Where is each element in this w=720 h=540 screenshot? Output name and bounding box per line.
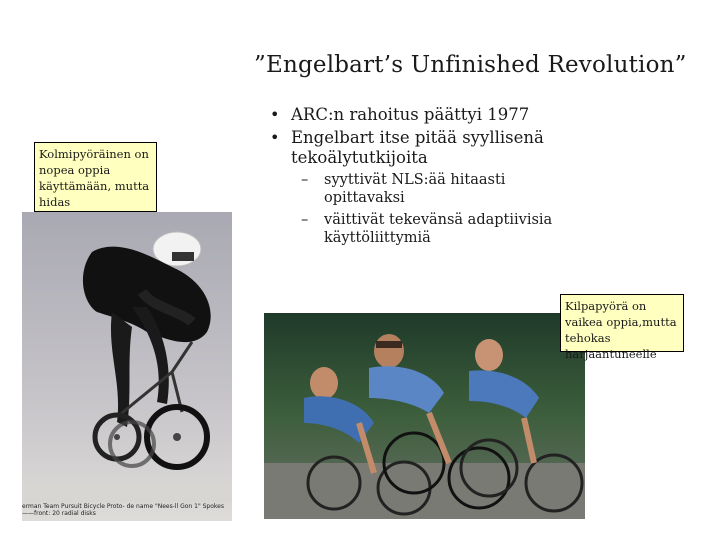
note-box-racing-bike: Kilpapyörä on vaikea oppia,mutta tehokas harjaantuneelle xyxy=(560,294,684,352)
tricycle-illustration xyxy=(22,212,232,521)
note-box-tricycle: Kolmipyöräinen on nopea oppia käyttämään, mutta hidas xyxy=(34,142,157,212)
bullet-text: Engelbart itse pitää syyllisenä tekoälytutkijoita xyxy=(291,128,544,167)
bullet-list xyxy=(270,105,600,251)
slide-title: ”Engelbart’s Unfinished Revolution” xyxy=(254,52,687,78)
bullet-item xyxy=(270,128,600,168)
photo-caption: erman Team Pursuit Bicycle Proto- de name "Nees-ll Gon 1" Spokes ——front: 20 radial disks xyxy=(22,503,224,517)
sub-bullet-text: syyttivät NLS:ää hitaasti opittavaksi xyxy=(324,172,506,206)
tricycle-photo xyxy=(22,212,232,521)
sub-bullet-item xyxy=(301,211,584,247)
sub-bullet-item xyxy=(301,171,584,207)
dash-glyph: – xyxy=(301,212,309,228)
sub-bullet-list xyxy=(270,171,600,247)
bullet-glyph: • xyxy=(270,128,280,147)
bullet-glyph: • xyxy=(270,105,280,124)
sub-bullet-text: väittivät tekevänsä adaptiivisia käyttöliittymiä xyxy=(324,212,553,246)
racing-cyclists-photo xyxy=(264,313,585,519)
bullet-text: ARC:n rahoitus päättyi 1977 xyxy=(291,105,530,124)
dash-glyph: – xyxy=(301,172,309,188)
cyclists-illustration xyxy=(264,313,585,519)
bullet-item xyxy=(270,105,600,125)
